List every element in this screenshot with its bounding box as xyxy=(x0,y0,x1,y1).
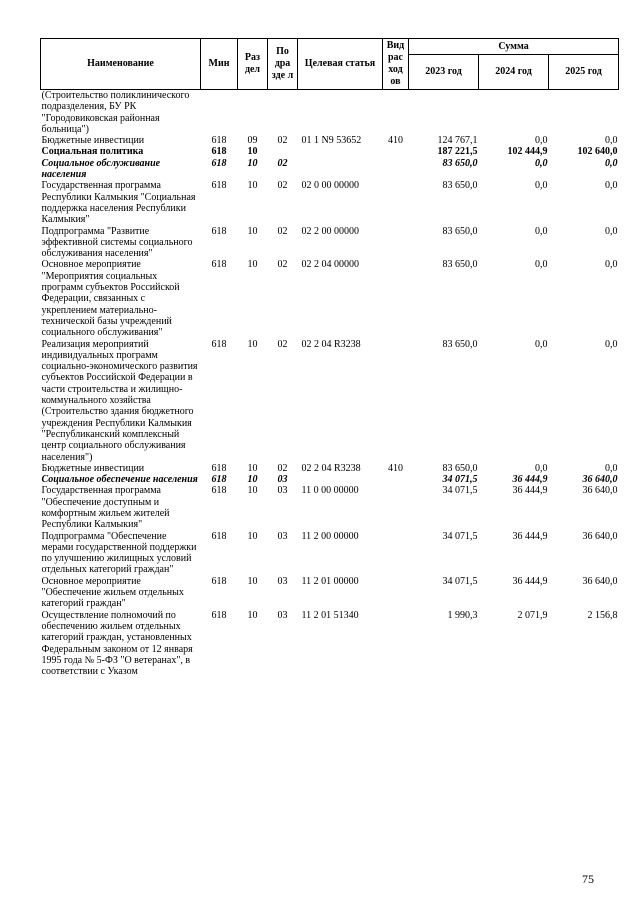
cell-2024: 0,0 xyxy=(535,135,548,147)
cell-target xyxy=(298,474,383,485)
table-row xyxy=(41,226,619,260)
cell-name: Бюджетные инвестиции xyxy=(41,135,145,147)
table-row xyxy=(41,146,619,157)
cell-2024: 0,0 xyxy=(535,462,548,474)
cell-name: Социальная политика xyxy=(41,146,144,158)
header-2023: 2023 год xyxy=(409,55,479,90)
table-row xyxy=(41,90,619,136)
cell-2024: 36 444,9 xyxy=(512,575,548,587)
cell-name: Осуществление полномочий по обеспечению жильем отдельных категорий граждан, установленных Федеральным законом от 12 января 1995 года № 5-ФЗ "О ветеранах", в соответствии с Указом xyxy=(41,609,193,678)
cell-2024: 36 444,9 xyxy=(512,530,548,542)
cell-podrazdel xyxy=(268,90,298,136)
cell-vid xyxy=(383,531,409,576)
cell-target: 01 1 N9 53652 xyxy=(301,135,362,147)
cell-vid xyxy=(383,146,409,157)
cell-target: 02 2 04 00000 xyxy=(301,259,359,271)
cell-target xyxy=(298,90,383,136)
cell-podrazdel: 03 xyxy=(277,474,288,486)
cell-min: 618 xyxy=(211,338,227,350)
cell-min: 618 xyxy=(211,225,227,237)
cell-2025: 0,0 xyxy=(605,338,618,350)
cell-podrazdel: 02 xyxy=(277,180,288,192)
cell-target: 11 2 00 00000 xyxy=(301,530,359,542)
cell-2025: 2 156,8 xyxy=(587,609,618,621)
cell-name: Социальное обслуживание населения xyxy=(41,157,161,181)
cell-podrazdel: 02 xyxy=(277,135,288,147)
cell-min: 618 xyxy=(211,474,227,486)
cell-razdel: 10 xyxy=(247,462,258,474)
header-razdel: Раз дел xyxy=(238,39,268,90)
cell-2025: 36 640,0 xyxy=(582,575,618,587)
cell-2023: 83 650,0 xyxy=(442,259,478,271)
header-min: Мин xyxy=(201,39,238,90)
cell-name: Основное мероприятие "Мероприятия социальных программ субъектов Российской Федерации, связанных с укреплением материально-технической базы учреждений социального обслуживания" xyxy=(41,259,180,339)
cell-podrazdel xyxy=(268,146,298,157)
cell-2024 xyxy=(479,90,549,136)
header-2024: 2024 год xyxy=(479,55,549,90)
cell-2024: 0,0 xyxy=(535,259,548,271)
cell-podrazdel: 02 xyxy=(277,225,288,237)
cell-target: 11 2 01 00000 xyxy=(301,575,359,587)
cell-target: 02 2 04 R3238 xyxy=(301,462,361,474)
cell-razdel: 10 xyxy=(247,530,258,542)
cell-podrazdel: 02 xyxy=(277,157,288,169)
cell-2025: 0,0 xyxy=(605,180,618,192)
cell-min: 618 xyxy=(211,462,227,474)
cell-name: Государственная программа Республики Калмыкия "Социальная поддержка населения Республики Калмыкия" xyxy=(41,180,196,226)
cell-2023: 83 650,0 xyxy=(442,180,478,192)
table-row xyxy=(41,531,619,576)
table-row xyxy=(41,339,619,463)
cell-target: 02 2 00 00000 xyxy=(301,225,359,237)
cell-2025: 0,0 xyxy=(605,259,618,271)
cell-name: Подпрограмма "Развитие эффективной системы социального обслуживания населения" xyxy=(41,225,193,260)
cell-name: Основное мероприятие "Обеспечение жильем отдельных категорий граждан" xyxy=(41,575,184,610)
cell-2025: 36 640,0 xyxy=(582,530,618,542)
cell-target: 02 2 04 R3238 xyxy=(301,338,361,350)
cell-vid: 410 xyxy=(388,135,403,147)
cell-vid xyxy=(383,474,409,485)
cell-razdel: 10 xyxy=(247,575,258,587)
cell-podrazdel: 02 xyxy=(277,462,288,474)
cell-2025: 0,0 xyxy=(605,157,618,169)
cell-min: 618 xyxy=(211,609,227,621)
cell-2023: 83 650,0 xyxy=(442,157,478,169)
cell-razdel: 10 xyxy=(247,180,258,192)
cell-vid: 410 xyxy=(388,462,403,474)
cell-2024: 0,0 xyxy=(535,225,548,237)
cell-podrazdel: 03 xyxy=(277,609,288,621)
cell-podrazdel: 03 xyxy=(277,530,288,542)
cell-2023: 34 071,5 xyxy=(442,474,478,486)
cell-podrazdel: 03 xyxy=(277,485,288,497)
cell-2024: 36 444,9 xyxy=(512,485,548,497)
cell-razdel xyxy=(238,90,268,136)
cell-2025: 36 640,0 xyxy=(582,485,618,497)
cell-target: 11 0 00 00000 xyxy=(301,485,359,497)
cell-2023: 34 071,5 xyxy=(442,530,478,542)
cell-2024: 0,0 xyxy=(535,180,548,192)
cell-2023: 83 650,0 xyxy=(442,225,478,237)
cell-vid xyxy=(383,90,409,136)
cell-2025 xyxy=(549,90,619,136)
cell-name: Подпрограмма "Обеспечение мерами государственной поддержки по улучшению жилищных условий отдельных категорий граждан" xyxy=(41,530,197,576)
cell-razdel: 10 xyxy=(247,338,258,350)
table-body xyxy=(41,90,619,678)
cell-2024: 2 071,9 xyxy=(517,609,548,621)
table-row xyxy=(41,485,619,530)
cell-razdel: 10 xyxy=(247,485,258,497)
cell-2025: 0,0 xyxy=(605,225,618,237)
cell-2025: 0,0 xyxy=(605,462,618,474)
cell-vid xyxy=(383,180,409,225)
header-podrazdel: По дра зде л xyxy=(268,39,298,90)
cell-vid xyxy=(383,158,409,181)
cell-razdel: 10 xyxy=(247,474,258,486)
header-target: Целевая статья xyxy=(298,39,383,90)
cell-2023: 1 990,3 xyxy=(447,609,478,621)
cell-2024: 102 444,9 xyxy=(507,146,548,158)
table-row xyxy=(41,259,619,338)
cell-podrazdel: 02 xyxy=(277,259,288,271)
table-row xyxy=(41,463,619,474)
table-row xyxy=(41,135,619,146)
cell-min xyxy=(201,90,238,136)
table-row xyxy=(41,610,619,678)
cell-2023: 83 650,0 xyxy=(442,338,478,350)
header-2025: 2025 год xyxy=(549,55,619,90)
cell-min: 618 xyxy=(211,259,227,271)
cell-name: (Строительство поликлинического подразделения, БУ РК "Городовиковская районная больница") xyxy=(41,90,190,135)
cell-razdel: 09 xyxy=(247,135,258,147)
cell-razdel: 10 xyxy=(247,157,258,169)
cell-2023: 34 071,5 xyxy=(442,575,478,587)
cell-2024: 36 444,9 xyxy=(512,474,548,486)
cell-name: Социальное обеспечение населения xyxy=(41,474,198,486)
cell-podrazdel: 03 xyxy=(277,575,288,587)
cell-vid xyxy=(383,610,409,678)
cell-2025: 0,0 xyxy=(605,135,618,147)
table-row xyxy=(41,576,619,610)
page-number: 75 xyxy=(582,872,594,886)
cell-min: 618 xyxy=(211,157,227,169)
header-name: Наименование xyxy=(41,39,201,90)
cell-2024: 0,0 xyxy=(535,157,548,169)
cell-vid xyxy=(383,226,409,260)
table-row xyxy=(41,180,619,225)
cell-2025: 36 640,0 xyxy=(582,474,618,486)
cell-name: Государственная программа "Обеспечение доступным и комфортным жильем жителей Республики Калмыкия" xyxy=(41,485,170,531)
cell-razdel: 10 xyxy=(247,225,258,237)
cell-target xyxy=(298,158,383,181)
cell-2023: 187 221,5 xyxy=(437,146,478,158)
cell-min: 618 xyxy=(211,485,227,497)
cell-min: 618 xyxy=(211,146,227,158)
cell-min: 618 xyxy=(211,530,227,542)
cell-razdel: 10 xyxy=(247,259,258,271)
cell-podrazdel: 02 xyxy=(277,338,288,350)
cell-name: Бюджетные инвестиции xyxy=(41,462,145,474)
cell-2024: 0,0 xyxy=(535,338,548,350)
cell-vid xyxy=(383,576,409,610)
cell-2023: 34 071,5 xyxy=(442,485,478,497)
cell-2023 xyxy=(409,90,479,136)
budget-table xyxy=(40,38,619,677)
cell-2025: 102 640,0 xyxy=(577,146,618,158)
cell-vid xyxy=(383,485,409,530)
cell-razdel: 10 xyxy=(247,609,258,621)
cell-target: 02 0 00 00000 xyxy=(301,180,359,192)
cell-vid xyxy=(383,259,409,338)
cell-name: Реализация мероприятий индивидуальных программ социально-экономического развития субъектов Российской Федерации в части строительства и жилищно-коммунального хозяйства (Строительство здания бюджетного учреждения Республики Калмыкия "Республиканский комплексный центр социального обслуживания населения") xyxy=(41,338,198,463)
header-summa: Сумма xyxy=(409,39,619,55)
table-row xyxy=(41,158,619,181)
cell-2023: 124 767,1 xyxy=(437,135,478,147)
cell-min: 618 xyxy=(211,180,227,192)
cell-min: 618 xyxy=(211,575,227,587)
table-row xyxy=(41,474,619,485)
cell-vid xyxy=(383,339,409,463)
cell-min: 618 xyxy=(211,135,227,147)
cell-razdel: 10 xyxy=(247,146,258,158)
cell-target xyxy=(298,146,383,157)
cell-target: 11 2 01 51340 xyxy=(301,609,359,621)
cell-2023: 83 650,0 xyxy=(442,462,478,474)
header-vid: Вид рас ход ов xyxy=(383,39,409,90)
